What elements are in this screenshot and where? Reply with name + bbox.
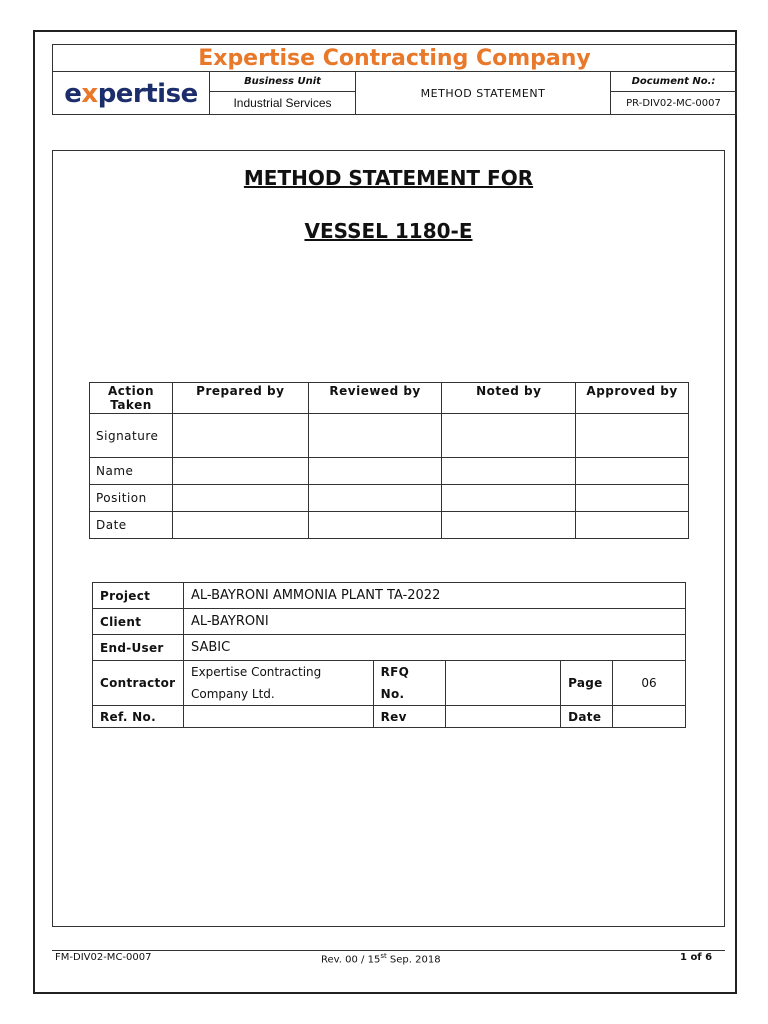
rfq-label	[373, 661, 445, 706]
date-cell[interactable]	[442, 512, 576, 539]
enduser-row	[93, 635, 686, 661]
business-unit-value: Industrial Services	[233, 96, 332, 110]
business-unit-label: Business Unit	[210, 72, 355, 92]
enduser-label: End-User	[93, 635, 184, 661]
project-row	[93, 583, 686, 609]
signature-cell[interactable]	[576, 414, 689, 458]
client-label: Client	[93, 609, 184, 635]
footer-page-number: 1 of 6	[680, 952, 713, 963]
document-type: METHOD STATEMENT	[356, 72, 611, 115]
position-row	[90, 485, 689, 512]
position-cell[interactable]	[442, 485, 576, 512]
business-unit-cell	[210, 72, 356, 115]
footer-revision: Rev. 00 / 15st Sep. 2018	[321, 952, 441, 966]
name-row	[90, 458, 689, 485]
footer-divider	[52, 950, 725, 951]
row-label-date: Date	[90, 512, 173, 539]
date-cell[interactable]	[308, 512, 442, 539]
header-prepared-by: Prepared by	[172, 383, 308, 414]
position-cell[interactable]	[172, 485, 308, 512]
contractor-row	[93, 661, 686, 706]
page-value: 06	[613, 661, 686, 706]
contractor-value	[183, 661, 373, 706]
rev-value[interactable]	[445, 706, 561, 728]
project-label: Project	[93, 583, 184, 609]
date-value[interactable]	[613, 706, 686, 728]
document-number-label: Document No.:	[611, 72, 736, 92]
contractor-value-line2: Company Ltd.	[190, 687, 275, 701]
project-info-table	[92, 582, 686, 728]
client-row	[93, 609, 686, 635]
rev-label: Rev	[373, 706, 445, 728]
date-cell[interactable]	[576, 512, 689, 539]
row-label-name: Name	[90, 458, 173, 485]
row-label-signature: Signature	[90, 414, 173, 458]
document-number-cell	[611, 72, 736, 115]
signature-cell[interactable]	[308, 414, 442, 458]
date-row	[90, 512, 689, 539]
page-label: Page	[561, 661, 613, 706]
contractor-label: Contractor	[93, 661, 184, 706]
rfq-label-line2: No.	[380, 687, 405, 701]
header-reviewed-by: Reviewed by	[308, 383, 442, 414]
footer-form-number: FM-DIV02-MC-0007	[55, 952, 152, 963]
title-line-1: METHOD STATEMENT FOR	[243, 166, 534, 190]
logo-wordmark: expertise	[64, 78, 198, 109]
company-logo	[53, 72, 210, 115]
name-cell[interactable]	[308, 458, 442, 485]
position-cell[interactable]	[576, 485, 689, 512]
date-label: Date	[561, 706, 613, 728]
title-line-2: VESSEL 1180-E	[304, 219, 473, 243]
signature-cell[interactable]	[172, 414, 308, 458]
approval-header-row	[90, 383, 689, 414]
header-approved-by: Approved by	[576, 383, 689, 414]
header-noted-by: Noted by	[442, 383, 576, 414]
signature-row	[90, 414, 689, 458]
row-label-position: Position	[90, 485, 173, 512]
name-cell[interactable]	[442, 458, 576, 485]
refno-label: Ref. No.	[93, 706, 184, 728]
date-cell[interactable]	[172, 512, 308, 539]
refno-row	[93, 706, 686, 728]
position-cell[interactable]	[308, 485, 442, 512]
rfq-value[interactable]	[445, 661, 561, 706]
document-number-value: PR-DIV02-MC-0007	[626, 98, 721, 109]
rfq-label-line1: RFQ	[380, 665, 410, 679]
contractor-value-line1: Expertise Contracting	[190, 665, 322, 679]
client-value: AL-BAYRONI	[183, 609, 685, 635]
header-action-taken: Action Taken	[90, 383, 173, 414]
enduser-value: SABIC	[183, 635, 685, 661]
name-cell[interactable]	[172, 458, 308, 485]
document-header	[52, 44, 737, 115]
company-title: Expertise Contracting Company	[53, 45, 736, 72]
refno-value[interactable]	[183, 706, 373, 728]
project-value: AL-BAYRONI AMMONIA PLANT TA-2022	[183, 583, 685, 609]
signature-cell[interactable]	[442, 414, 576, 458]
name-cell[interactable]	[576, 458, 689, 485]
approval-table	[89, 382, 689, 539]
